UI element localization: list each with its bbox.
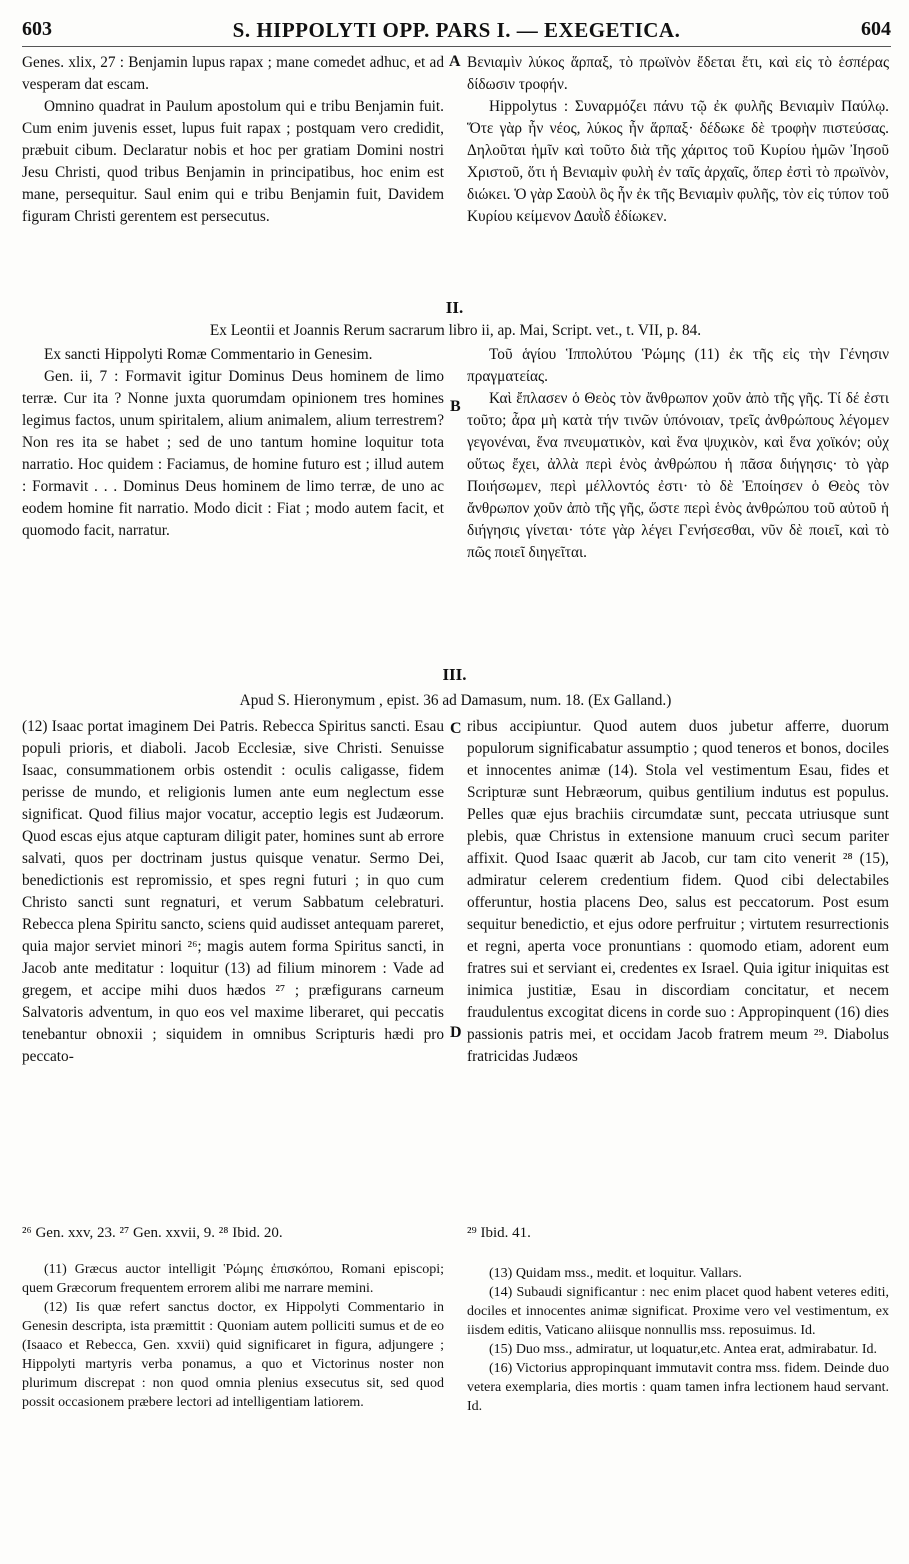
section2-latin-body: Gen. ii, 7 : Formavit igitur Dominus Deus hominem de limo terræ. Cur ita ? Nonne juxta quorumdam opinionem tres homines legimus factos, unum spiritalem, alium animalem, alium terrestrem? Non res ita se habet ; sed de uno tantum homine loquitur tota narratio. Hoc quidem : Faciamus, de homine futuro est ; illud autem : Formavit . . . Dominus Deus hominem de limo terræ, de uno ac eodem homine fit narratio. Modo dicit : Fiat ; modo autem facit, et quomodo facit, narratur. bbox=[22, 368, 444, 539]
page-number-right: 604 bbox=[861, 18, 891, 40]
scripture-refs-left: ²⁶ Gen. xxv, 23. ²⁷ Gen. xxvii, 9. ²⁸ Ibid. 20. bbox=[22, 1225, 283, 1241]
page-header bbox=[22, 18, 891, 44]
section3-source: Apud S. Hieronymum , epist. 36 ad Damasum, num. 18. (Ex Galland.) bbox=[239, 692, 672, 709]
footnote-11: (11) Græcus auctor intelligit Ῥώμης ἐπισκόπου, Romani episcopi; quem Græcorum frequentem errorem alibi me narrare memini. bbox=[22, 1262, 444, 1296]
section2-latin-heading: Ex sancti Hippolyti Romæ Commentario in Genesim. bbox=[44, 346, 373, 363]
margin-mark-d: D bbox=[450, 1024, 462, 1041]
section3-numeral: III. bbox=[442, 665, 467, 684]
section2-numeral: II. bbox=[445, 298, 464, 317]
section1-latin-body: Omnino quadrat in Paulum apostolum qui e tribu Benjamin fuit. Cum enim juvenis esset, lupus fuit rapax ; postquam vero credidit, præbuit cibum. Declaratur nobis et hoc per gratiam Domini nostri Jesu Christi, quod tribus Benjamin in principatibus, hoc enim est mane, persequitur. Saul enim qui e tribu Benjamin fuit, Davidem figuram Christi gerentem est persecutus. bbox=[22, 98, 444, 225]
margin-mark-c: C bbox=[450, 720, 462, 737]
page-number-left: 603 bbox=[22, 18, 52, 40]
footnote-12: (12) Iis quæ refert sanctus doctor, ex Hippolyti Commentario in Genesin descripta, ista præmittit : Quoniam autem polliciti sumus et de eo (Isaaco et Rebecca, Gen. xxvii) quid significaret in figura, adjungere ; Hippolyti martyris verba ponamus, a quo et Victorinus noster non plurimum discrepat : non quod omnia plenius exsecutus sit, sed quod possit occasionem præbere lectori ad intelligentiam latiorem. bbox=[22, 1300, 444, 1410]
scripture-refs-right: ²⁹ Ibid. 41. bbox=[467, 1225, 531, 1241]
footnote-13: (13) Quidam mss., medit. et loquitur. Vallars. bbox=[489, 1266, 742, 1281]
footnotes-left bbox=[22, 1260, 444, 1412]
section1-greek-body: Hippolytus : Συναρμόζει πάνυ τῷ ἐκ φυλῆς Βενιαμὶν Παύλῳ. Ὅτε γὰρ ἦν νέος, λύκος ἦν ἅρπαξ· δέδωκε δὲ τροφὴν πιστεύσας. Δηλοῦται ἡμῖν καὶ τοῦτο διὰ τῆς χάριτος τοῦ Κυρίου ἡμῶν Ἰησοῦ Χριστοῦ, ὅτι ἡ Βενιαμὶν φυλὴ ἐν ταῖς ἀρχαῖς, ὅπερ ἐστὶ τὸ πρωϊνὸν, διώκει. Ὁ γὰρ Σαοὺλ ὃς ἦν ἐκ τῆς Βενιαμὶν φυλῆς, τὸν εἰς τύπον τοῦ Κυρίου κείμενον Δαυῒδ ἐδίωκεν. bbox=[467, 98, 889, 225]
section2-greek-body: Καὶ ἔπλασεν ὁ Θεὸς τὸν ἄνθρωπον χοῦν ἀπὸ τῆς γῆς. Τί δέ ἐστι τοῦτο; ἆρα μὴ κατὰ τήν τινῶν ὑπόνοιαν, τρεῖς ἀνθρώπους λέγομεν γεγονέναι, ἕνα πνευματικὸν, καὶ ἕνα ψυχικὸν, καὶ ἕνα χοϊκόν; οὐχ οὕτως ἔχει, ἀλλὰ περὶ ἑνὸς ἀνθρώπου ἡ πᾶσα διήγησις· τὸ γὰρ Ποιήσωμεν, περὶ μέλλοντός ἐστι· τὸ δὲ Ἐποίησεν ὁ Θεὸς τὸν ἄνθρωπον χοῦν ἀπὸ τῆς γῆς, ὥστε περὶ ἑνὸς ἀνθρώπου τοῦ αὐτοῦ ἡ διήγησις γίνεται· τότε γὰρ λέγει Γενήσεσθαι, νῦν δὲ ποιεῖ, καὶ τὸ πῶς ποιεῖ διηγεῖται. bbox=[467, 390, 889, 561]
margin-mark-b: B bbox=[450, 398, 461, 415]
section3-right-column bbox=[467, 716, 889, 1068]
header-rule bbox=[22, 46, 891, 47]
section3-left-text: (12) Isaac portat imaginem Dei Patris. Rebecca Spiritus sancti. Esau populi prioris, et diaboli. Jacob Ecclesiæ, sive Christi. Senuisse Isaac, consummationem orbis ostendit : oculis caligasse, fidem perisse de mundo, et religionis lumen ante eum neglectum esse significat. Quod filius major vocatur, acceptio legis est Judæorum. Quod escas ejus atque capturam diligit pater, homines sunt ab errore salvati, quos per doctrinam justus quisque venatur. Sermo Dei, benedictionis est repromissio, et spes regni futuri ; in quo cum Christo sancti sunt regnaturi, et verum Sabbatum celebraturi. Rebecca plena Spiritu sancto, sciens quid audisset antequam pareret, quia major serviet minori ²⁶; magis autem forma Spiritus sancti, in Jacob ante meditatur : loquitur (13) ad filium minorem : Vade ad gregem, et accipe mihi duos hædos ²⁷ ; præfigurans carneum Salvatoris adventum, in quo eos vel maxime liberaret, qui peccatis tenebantur obnoxii ; siquidem in omnibus Scripturis hædi pro peccato- bbox=[22, 718, 444, 1065]
section2-greek-heading: Τοῦ ἁγίου Ἱππολύτου Ῥώμης (11) ἐκ τῆς εἰς τὴν Γένησιν πραγματείας. bbox=[467, 346, 889, 385]
section3-left-column bbox=[22, 716, 444, 1068]
section1-greek-column bbox=[467, 52, 889, 228]
section3-right-text: ribus accipiuntur. Quod autem duos jubetur afferre, duorum populorum significabatur assumptio ; quod teneros et bonos, dociles et innocentes animæ (14). Stola vel vestimentum Esau, fides et Scripturæ sunt Hebræorum, quibus gentilium indutus est populus. Pelles quæ ejus brachiis circumdatæ sunt, peccata utriusque sunt plebis, quæ Christus in extensione manuum crucì secum pariter affixit. Quod Isaac quærit ab Jacob, cur tam cito venerit ²⁸ (15), admiratur celerem credentium fidem. Quod cibi delectabiles offeruntur, hostia placens Deo, salus est peccatorum. Post esum sequitur benedictio, et ejus odore perfruitur ; virtutem resurrectionis et regni, aperta voce pronuntians : quomodo etiam, adorent eum fratres sui et serviant ei, credentes ex Israel. Quia igitur iniquitas est inimica justitiæ, Esau in discordiam concitatur, et necem fraudulentus excogitat dicens in corde suo : Appropinquent (16) dies passionis patris mei, et occidam Jacob fratrem meum ²⁹. Diabolus fratricidas Judæos bbox=[467, 718, 889, 1065]
section2-greek-column bbox=[467, 344, 889, 564]
running-title: S. HIPPOLYTI OPP. PARS I. — EXEGETICA. bbox=[232, 18, 681, 42]
section2-latin-column bbox=[22, 344, 444, 542]
section1-greek-heading: Βενιαμὶν λύκος ἅρπαξ, τὸ πρωϊνὸν ἔδεται ἔτι, καὶ εἰς τὸ ἑσπέρας δίδωσιν τροφήν. bbox=[467, 54, 889, 93]
section2-source: Ex Leontii et Joannis Rerum sacrarum libro ii, ap. Mai, Script. vet., t. VII, p. 84. bbox=[209, 322, 702, 339]
footnote-14: (14) Subaudi significantur : nec enim placet quod habent veteres editi, dociles et innocentes animæ significat. Proxime vero vel vestimentum, ex iisdem editis, Vaticano aliisque nonnullis mss. reposuimus. Id. bbox=[467, 1285, 889, 1338]
section1-latin-heading: Genes. xlix, 27 : Benjamin lupus rapax ; mane comedet adhuc, et ad vesperam dat escam. bbox=[22, 54, 444, 93]
margin-mark-a: A bbox=[449, 53, 461, 70]
footnote-15: (15) Duo mss., admiratur, ut loquatur,etc. Antea erat, admirabatur. Id. bbox=[489, 1342, 878, 1357]
section1-latin-column bbox=[22, 52, 444, 228]
footnotes-right bbox=[467, 1264, 889, 1416]
footnote-16: (16) Victorius appropinquant immutavit contra mss. fidem. Deinde duo vetera exemplaria, dies mortis : quam tamen infra lectionem haud servant. Id. bbox=[467, 1361, 889, 1414]
